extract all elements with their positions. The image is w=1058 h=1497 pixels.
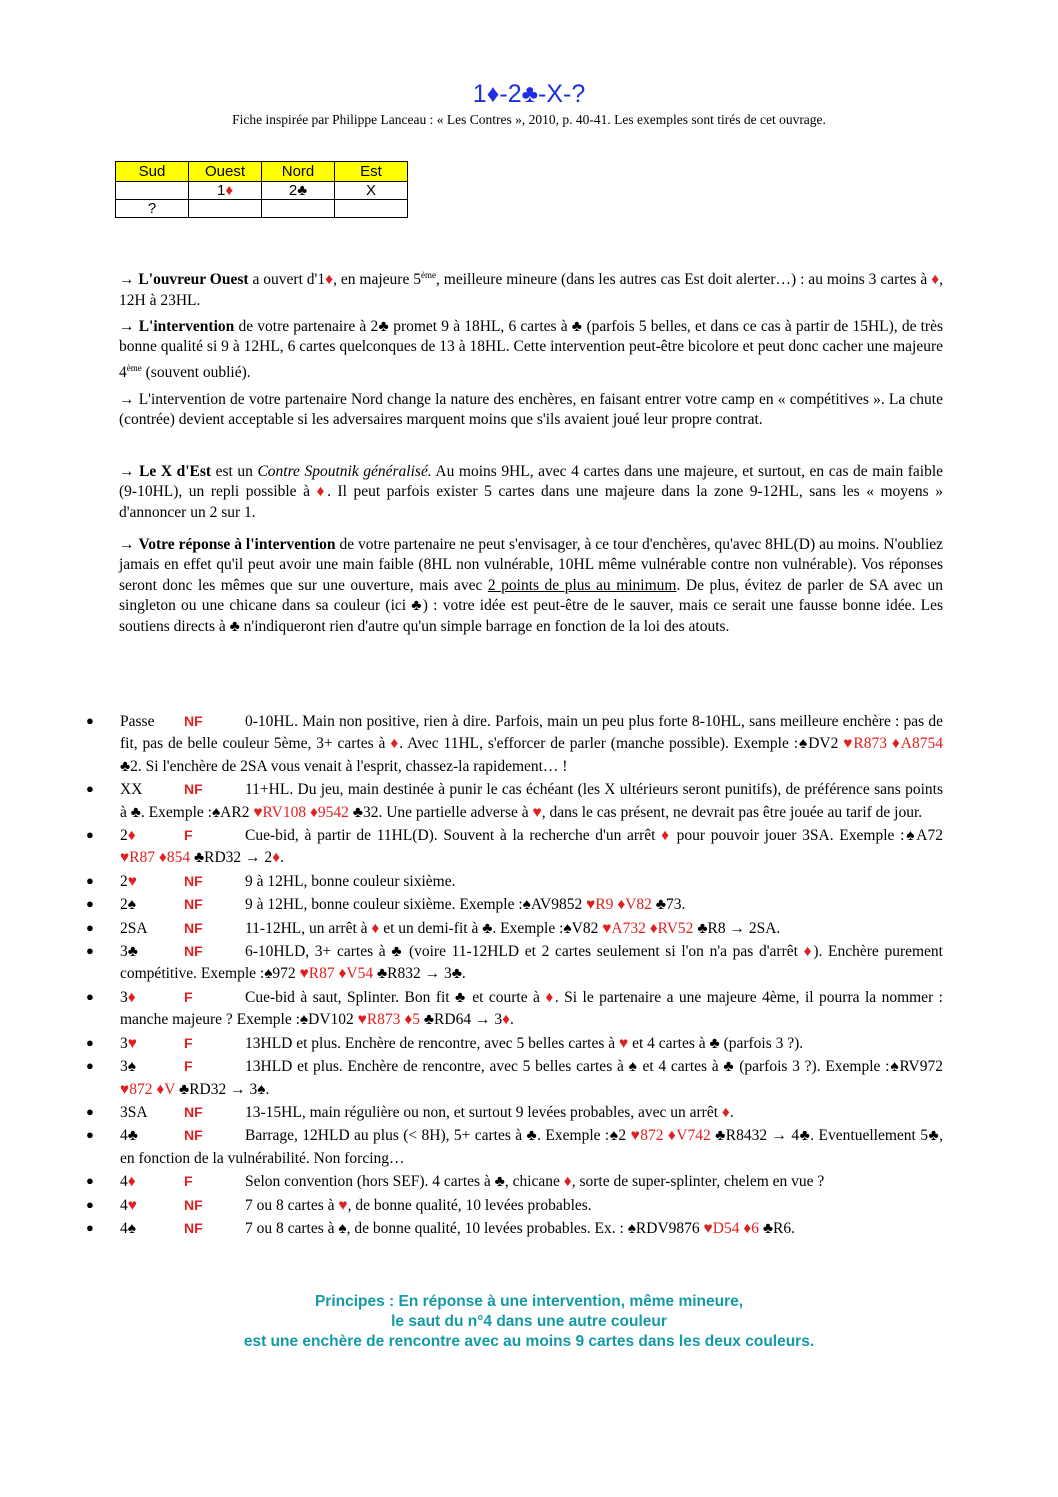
bid-cell: 1♦	[189, 182, 262, 200]
response-item	[80, 1194, 943, 1217]
response-text: 13HLD et plus. Enchère de rencontre, avec 5 belles cartes à ♠ et 4 cartes à ♣ (parfois 3 ?). Exemple :♠RV972 ♥872 ♦V ♣RD32 → 3♠.	[120, 1058, 943, 1098]
bullet-icon: ●	[86, 988, 94, 1004]
response-forcing: NF	[184, 781, 203, 798]
response-text: 13HLD et plus. Enchère de rencontre, avec 5 belles cartes à ♥ et 4 cartes à ♣ (parfois 3 ?).	[245, 1034, 804, 1052]
response-text: 9 à 12HL, bonne couleur sixième.	[245, 872, 456, 890]
page-subtitle: Fiche inspirée par Philippe Lanceau : « Les Contres », 2010, p. 40-41. Les exemples sont tirés de cet ouvrage.	[232, 112, 826, 127]
principle-line-3: est une enchère de rencontre avec au moins 9 cartes dans les deux couleurs.	[243, 1333, 815, 1350]
bullet-icon: ●	[86, 713, 94, 728]
response-item	[80, 870, 943, 893]
bullet-icon: ●	[86, 781, 94, 797]
response-forcing: NF	[184, 872, 203, 889]
response-forcing: NF	[184, 919, 203, 936]
response-forcing: NF	[184, 1127, 203, 1144]
bullet-icon: ●	[86, 1034, 94, 1050]
response-forcing: F	[184, 1173, 193, 1190]
response-bid: 3♣	[120, 943, 138, 961]
response-item	[80, 1217, 943, 1240]
bid-cell	[189, 200, 262, 218]
paragraph-ouvreur: → L'ouvreur Ouest a ouvert d'1♦, en majeure 5ème, meilleure mineure (dans les autres cas Est doit alerter…) : au moins 3 cartes à ♦, 12H à 23HL.	[119, 270, 944, 309]
bullet-icon: ●	[86, 896, 94, 912]
paragraph-contre-est: → Le X d'Est est un Contre Spoutnik généralisé. Au moins 9HL, avec 4 cartes dans une majeure, et surtout, en cas de main faible (9-10HL), un repli possible à ♦. Il peut parfois exister 5 cartes dans une majeure dans la zone 9-12HL, sans les « moyens » d'annoncer un 2 sur 1.	[119, 463, 944, 521]
bullet-icon: ●	[86, 872, 94, 888]
paragraph-reponse: → Votre réponse à l'intervention de votre partenaire ne peut s'envisager, à ce tour d'enchères, qu'avec 8HL(D) au moins. N'oubliez jamais en effet qu'il peut avoir une main faible (8HL non vulnérable, 10HL même vulnérable contre non vulnérable). Vos réponses seront donc les mêmes que sur une ouverture, mais avec 2 points de plus au minimum. De plus, évitez de parler de SA avec un singleton ou une chicane dans sa couleur (ici ♣) : votre idée est peut-être de le sauver, mais ce serait une fausse bonne idée. Les soutiens directs à ♣ n'indiqueront rien d'autre qu'un simple barrage en fonction de la loi des atouts.	[119, 536, 944, 635]
response-bid: 2♠	[120, 896, 136, 914]
response-item	[80, 1101, 943, 1124]
response-bid: 3♠	[120, 1058, 136, 1076]
response-text: 11+HL. Du jeu, main destinée à punir le cas échéant (les X ultérieurs seront punitifs), de préférence sans points à ♣. Exemple :♠AR2 ♥RV108 ♦9542 ♣32. Une partielle adverse à ♥, dans le cas présent, ne devrait pas être jouée au tarif de jour.	[120, 781, 943, 821]
response-item	[80, 778, 943, 824]
principle-line-1: Principes : En réponse à une intervention, même mineure,	[314, 1293, 744, 1310]
bullet-icon: ●	[86, 1058, 94, 1074]
response-forcing: F	[184, 1034, 193, 1051]
response-text: Barrage, 12HLD au plus (< 8H), 5+ cartes à ♣. Exemple :♠2 ♥872 ♦V742 ♣R8432 → 4♣. Eventuellement 5♣, en fonction de la vulnérabilité. Non forcing…	[120, 1127, 943, 1167]
header-sud: Sud	[116, 162, 189, 182]
bullet-icon: ●	[86, 1127, 94, 1143]
response-text: 6-10HLD, 3+ cartes à ♣ (voire 11-12HLD et 2 cartes seulement si l'on n'a pas d'arrêt ♦). Enchère purement compétitive. Exemple :♠972 ♥R87 ♦V54 ♣R832 → 3♣.	[120, 943, 943, 983]
response-forcing: NF	[184, 1103, 203, 1120]
response-bid: Passe	[120, 713, 155, 730]
response-forcing: NF	[184, 713, 203, 729]
response-text: 7 ou 8 cartes à ♥, de bonne qualité, 10 levées probables.	[245, 1196, 592, 1214]
response-item	[80, 1170, 943, 1193]
response-forcing: NF	[184, 1219, 203, 1236]
bullet-icon: ●	[86, 827, 94, 843]
response-item	[80, 1124, 943, 1170]
responses-list	[80, 710, 943, 1240]
response-item	[80, 986, 943, 1032]
response-bid: 2♦	[120, 827, 136, 845]
response-text: 0-10HL. Main non positive, rien à dire. Parfois, main un peu plus forte 8-10HL, sans meilleure enchère : pas de fit, pas de belle couleur 5ème, 3+ cartes à ♦. Avec 11HL, s'efforcer de parler (manche possible). Exemple :♠DV2 ♥R873 ♦A8754 ♣2. Si l'enchère de 2SA vous venait à l'esprit, chassez-la rapidement… !	[120, 713, 944, 775]
response-bid: 3♦	[120, 988, 136, 1006]
paragraph-nord: → L'intervention de votre partenaire Nord change la nature des enchères, en faisant entrer votre camp en « compétitives ». La chute (contrée) devient acceptable si les adversaires marquent moins que s'ils avaient joué leur propre contrat.	[119, 391, 943, 429]
bid-cell	[116, 182, 189, 200]
bid-cell: X	[335, 182, 408, 200]
header-est: Est	[335, 162, 408, 182]
response-text: Cue-bid, à partir de 11HL(D). Souvent à la recherche d'un arrêt ♦ pour pouvoir jouer 3SA. Exemple :♠A72 ♥R87 ♦854 ♣RD32 → 2♦.	[120, 827, 943, 867]
response-item	[80, 1055, 943, 1101]
response-bid: 4♠	[120, 1219, 136, 1237]
response-forcing: NF	[184, 1196, 203, 1213]
response-item	[80, 1032, 943, 1055]
bidding-row-1	[116, 182, 408, 200]
bidding-table-header	[116, 162, 408, 182]
header-nord: Nord	[262, 162, 335, 182]
response-bid: 3♥	[120, 1034, 137, 1052]
bid-cell: ?	[116, 200, 189, 218]
response-text: 9 à 12HL, bonne couleur sixième. Exemple :♠AV9852 ♥R9 ♦V82 ♣73.	[245, 896, 686, 914]
response-text: Selon convention (hors SEF). 4 cartes à ♣, chicane ♦, sorte de super-splinter, chelem en vue ?	[245, 1173, 825, 1191]
bid-cell	[335, 200, 408, 218]
bid-cell	[262, 200, 335, 218]
principle-box	[0, 1292, 1058, 1352]
response-item	[80, 940, 943, 986]
response-bid: 2SA	[120, 919, 148, 937]
response-item	[80, 710, 943, 778]
header-ouest: Ouest	[189, 162, 262, 182]
response-item	[80, 893, 943, 916]
principle-line-2: le saut du n°4 dans une autre couleur	[391, 1313, 667, 1330]
bidding-table	[115, 161, 408, 218]
response-forcing: F	[184, 1058, 193, 1075]
response-text: Cue-bid à saut, Splinter. Bon fit ♣ et courte à ♦. Si le partenaire a une majeure 4ème, il pourra la nommer : manche majeure ? Exemple :♠DV102 ♥R873 ♦5 ♣RD64 → 3♦.	[120, 988, 943, 1029]
response-text: 11-12HL, un arrêt à ♦ et un demi-fit à ♣. Exemple :♠V82 ♥A732 ♦RV52 ♣R8 → 2SA.	[245, 919, 781, 937]
response-bid: 4♦	[120, 1173, 136, 1191]
response-forcing: F	[184, 827, 193, 844]
bullet-icon: ●	[86, 1103, 94, 1119]
paragraph-intervention: → L'intervention de votre partenaire à 2♣ promet 9 à 18HL, 6 cartes à ♣ (parfois 5 belles, et dans ce cas à partir de 15HL), de très bonne qualité si 9 à 12HL, 6 cartes quelconques de 13 à 18HL. Cette intervention peut-être bicolore et peut donc cacher une majeure 4ème (souvent oublié).	[119, 318, 944, 381]
response-item	[80, 917, 943, 940]
response-bid: XX	[120, 781, 143, 799]
response-text: 13-15HL, main régulière ou non, et surtout 9 levées probables, avec un arrêt ♦.	[245, 1103, 734, 1121]
bullet-icon: ●	[86, 1173, 94, 1189]
bullet-icon: ●	[86, 1219, 94, 1235]
response-bid: 2♥	[120, 872, 137, 890]
page-title: 1♦-2♣-X-?	[472, 80, 586, 108]
response-bid: 4♥	[120, 1196, 137, 1214]
response-forcing: F	[184, 988, 193, 1005]
response-item	[80, 824, 943, 870]
bullet-icon: ●	[86, 943, 94, 959]
bidding-row-2	[116, 200, 408, 218]
bullet-icon: ●	[86, 1196, 94, 1212]
response-bid: 3SA	[120, 1103, 148, 1121]
bullet-icon: ●	[86, 919, 94, 935]
response-forcing: NF	[184, 896, 203, 913]
response-forcing: NF	[184, 943, 203, 960]
bid-cell: 2♣	[262, 182, 335, 200]
response-bid: 4♣	[120, 1127, 138, 1145]
response-text: 7 ou 8 cartes à ♠, de bonne qualité, 10 levées probables. Ex. : ♠RDV9876 ♥D54 ♦6 ♣R6.	[245, 1219, 796, 1237]
